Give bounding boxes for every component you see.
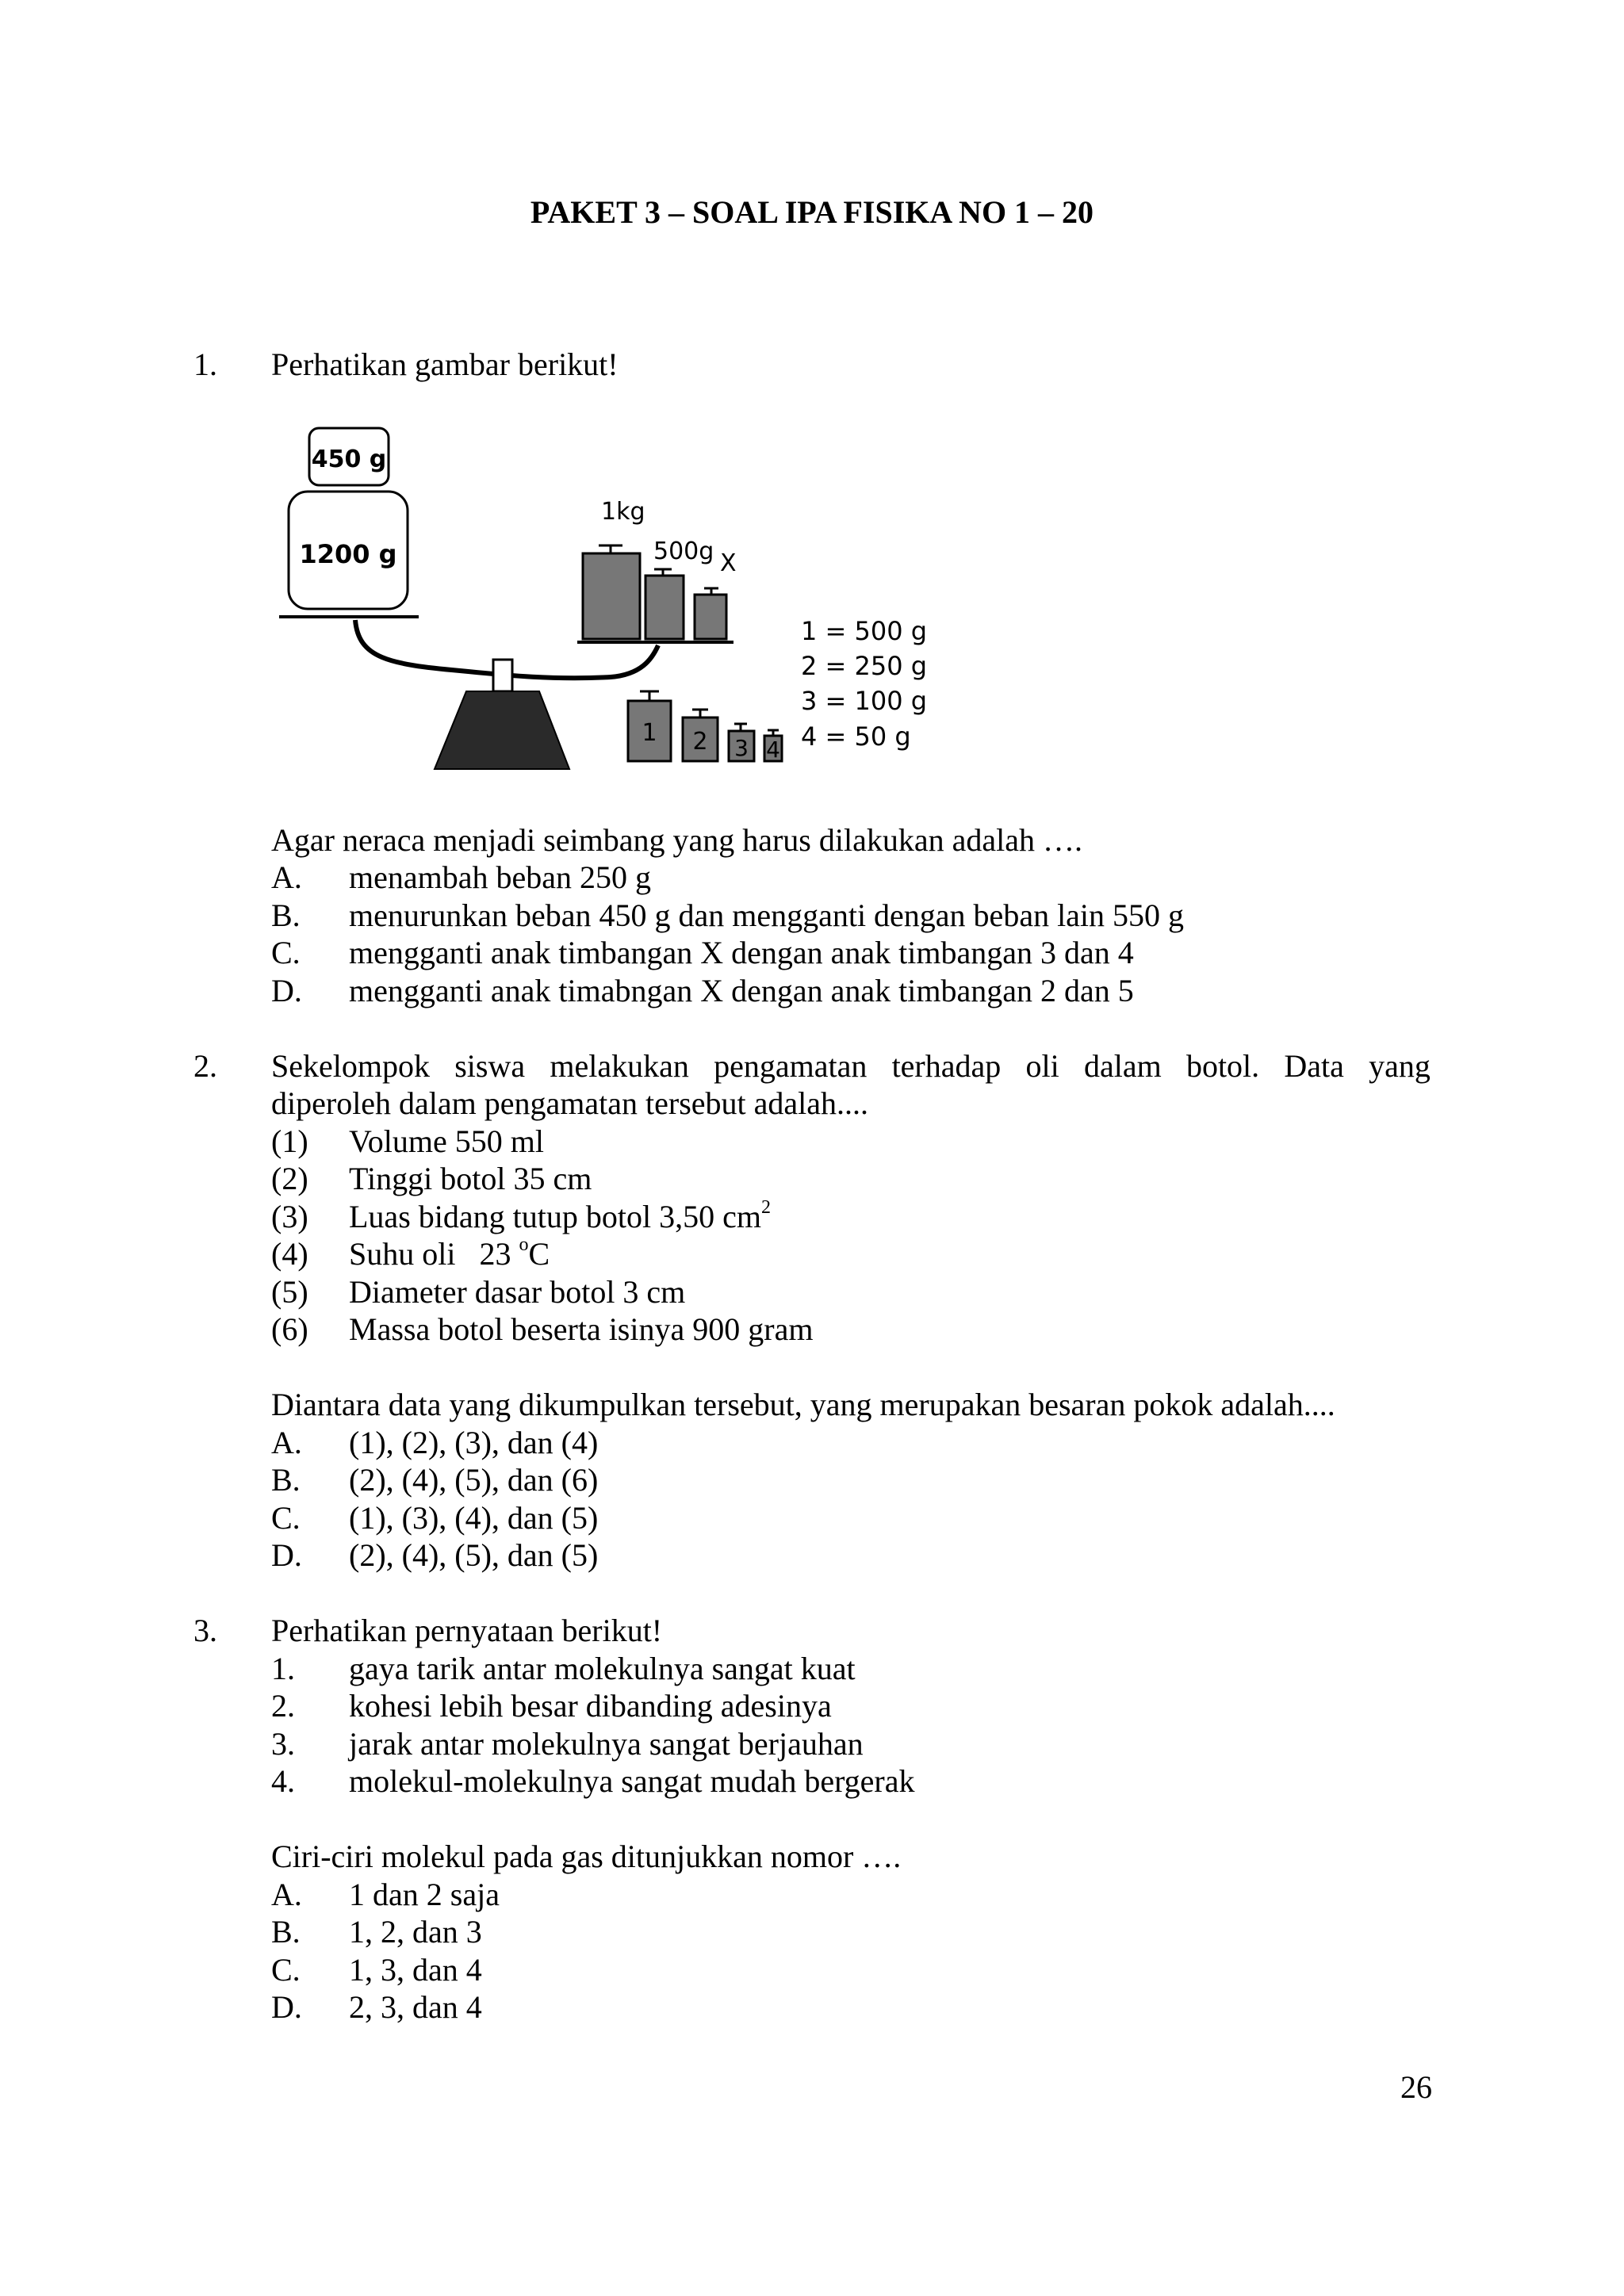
- data-item: [349, 1197, 771, 1234]
- question-number: 2.: [193, 1048, 217, 1084]
- option-label: A.: [271, 859, 302, 895]
- option-text: mengganti anak timabngan X dengan anak timbangan 2 dan 5: [349, 973, 1134, 1008]
- set-weight-2-label: 2: [692, 728, 708, 756]
- question-text: Agar neraca menjadi seimbang yang harus dilakukan adalah ….: [271, 822, 1082, 858]
- question-number: 1.: [193, 346, 217, 382]
- prompt-word: Data: [1284, 1048, 1344, 1084]
- set-weight-3-label: 3: [734, 735, 749, 761]
- statement-label: 2.: [271, 1688, 295, 1724]
- option-label: D.: [271, 1537, 302, 1573]
- prompt-word: botol.: [1185, 1048, 1260, 1084]
- option-text: 1, 3, dan 4: [349, 1952, 482, 1988]
- data-item-text: Volume 550 ml: [349, 1123, 544, 1159]
- option-text: (1), (3), (4), dan (5): [349, 1500, 599, 1536]
- option-text: menambah beban 250 g: [349, 859, 651, 895]
- option-text: (2), (4), (5), dan (6): [349, 1462, 599, 1498]
- prompt-word: Sekelompok: [271, 1048, 430, 1084]
- option-text: 2, 3, dan 4: [349, 1989, 482, 2025]
- weight-500g-label: 500g: [653, 538, 714, 565]
- question-prompt-line-1: [271, 1050, 1431, 1082]
- legend-item: 2 = 250 g: [801, 651, 928, 681]
- data-item-text: Massa botol beserta isinya 900 gram: [349, 1311, 814, 1347]
- superscript: o: [519, 1234, 529, 1255]
- data-item-text: Suhu oli 23: [349, 1236, 519, 1272]
- option-label: B.: [271, 897, 301, 933]
- question-text: Diantara data yang dikumpulkan tersebut, yang merupakan besaran pokok adalah....: [271, 1387, 1335, 1422]
- data-item-label: (5): [271, 1274, 308, 1310]
- option-label: D.: [271, 1989, 302, 2025]
- balance-scale-figure: [270, 412, 952, 777]
- option-label: B.: [271, 1914, 301, 1950]
- option-text: (2), (4), (5), dan (5): [349, 1537, 599, 1573]
- data-item-label: (3): [271, 1199, 308, 1234]
- weight-500g: [645, 576, 684, 639]
- question-prompt: Perhatikan pernyataan berikut!: [271, 1613, 663, 1648]
- set-weight-1-handle: [640, 691, 659, 701]
- question-number: 3.: [193, 1613, 217, 1648]
- option-label: D.: [271, 973, 302, 1008]
- statement-label: 1.: [271, 1651, 295, 1686]
- legend-item: 1 = 500 g: [801, 616, 928, 646]
- prompt-word: dalam: [1083, 1048, 1162, 1084]
- option-label: A.: [271, 1877, 302, 1912]
- option-text: (1), (2), (3), dan (4): [349, 1425, 599, 1460]
- data-item-label: (2): [271, 1161, 308, 1196]
- data-item-text: Luas bidang tutup botol 3,50 cm: [349, 1199, 761, 1234]
- prompt-word: pengamatan: [714, 1048, 868, 1084]
- statement-label: 3.: [271, 1726, 295, 1762]
- option-label: C.: [271, 1500, 301, 1536]
- weight-1kg: [583, 553, 640, 639]
- data-item-text: Diameter dasar botol 3 cm: [349, 1274, 686, 1310]
- question-text: Ciri-ciri molekul pada gas ditunjukkan nomor ….: [271, 1839, 902, 1874]
- weight-1200g-label: 1200 g: [299, 539, 397, 569]
- statement-label: 4.: [271, 1763, 295, 1799]
- set-weight-4-label: 4: [766, 737, 780, 763]
- option-label: C.: [271, 935, 301, 970]
- data-item-text: Tinggi botol 35 cm: [349, 1161, 592, 1196]
- legend-item: 4 = 50 g: [801, 721, 911, 752]
- option-label: C.: [271, 1952, 301, 1988]
- option-text: 1 dan 2 saja: [349, 1877, 500, 1912]
- statement-text: gaya tarik antar molekulnya sangat kuat: [349, 1651, 856, 1686]
- superscript: 2: [760, 1197, 771, 1218]
- weight-x-label: X: [720, 549, 737, 577]
- option-label: A.: [271, 1425, 302, 1460]
- data-item-label: (4): [271, 1236, 308, 1272]
- pivot: [493, 660, 512, 691]
- data-item-unit: C: [528, 1236, 550, 1272]
- page-title: PAKET 3 – SOAL IPA FISIKA NO 1 – 20: [530, 194, 1094, 230]
- prompt-word: siswa: [454, 1048, 526, 1084]
- data-item-label: (6): [271, 1311, 308, 1347]
- option-label: B.: [271, 1462, 301, 1498]
- data-item: [349, 1234, 550, 1272]
- prompt-word: melakukan: [550, 1048, 689, 1084]
- set-weight-1-label: 1: [642, 719, 657, 747]
- option-text: mengganti anak timbangan X dengan anak timbangan 3 dan 4: [349, 935, 1134, 970]
- question-prompt-line-2: diperoleh dalam pengamatan tersebut adalah....: [271, 1085, 869, 1121]
- statement-text: molekul-molekulnya sangat mudah bergerak: [349, 1763, 915, 1799]
- prompt-word: yang: [1369, 1048, 1431, 1084]
- option-text: menurunkan beban 450 g dan mengganti dengan beban lain 550 g: [349, 897, 1185, 933]
- prompt-word: oli: [1025, 1048, 1059, 1084]
- data-item-label: (1): [271, 1123, 308, 1159]
- legend-item: 3 = 100 g: [801, 686, 928, 716]
- scale-base: [435, 691, 569, 769]
- statement-text: kohesi lebih besar dibanding adesinya: [349, 1688, 832, 1724]
- weight-x: [695, 595, 726, 639]
- option-text: 1, 2, dan 3: [349, 1914, 482, 1950]
- question-prompt: Perhatikan gambar berikut!: [271, 346, 619, 382]
- page-number: 26: [1400, 2069, 1432, 2105]
- weight-450g-label: 450 g: [311, 446, 387, 473]
- statement-text: jarak antar molekulnya sangat berjauhan: [349, 1726, 864, 1762]
- weight-1kg-label: 1kg: [601, 498, 645, 526]
- prompt-word: terhadap: [891, 1048, 1002, 1084]
